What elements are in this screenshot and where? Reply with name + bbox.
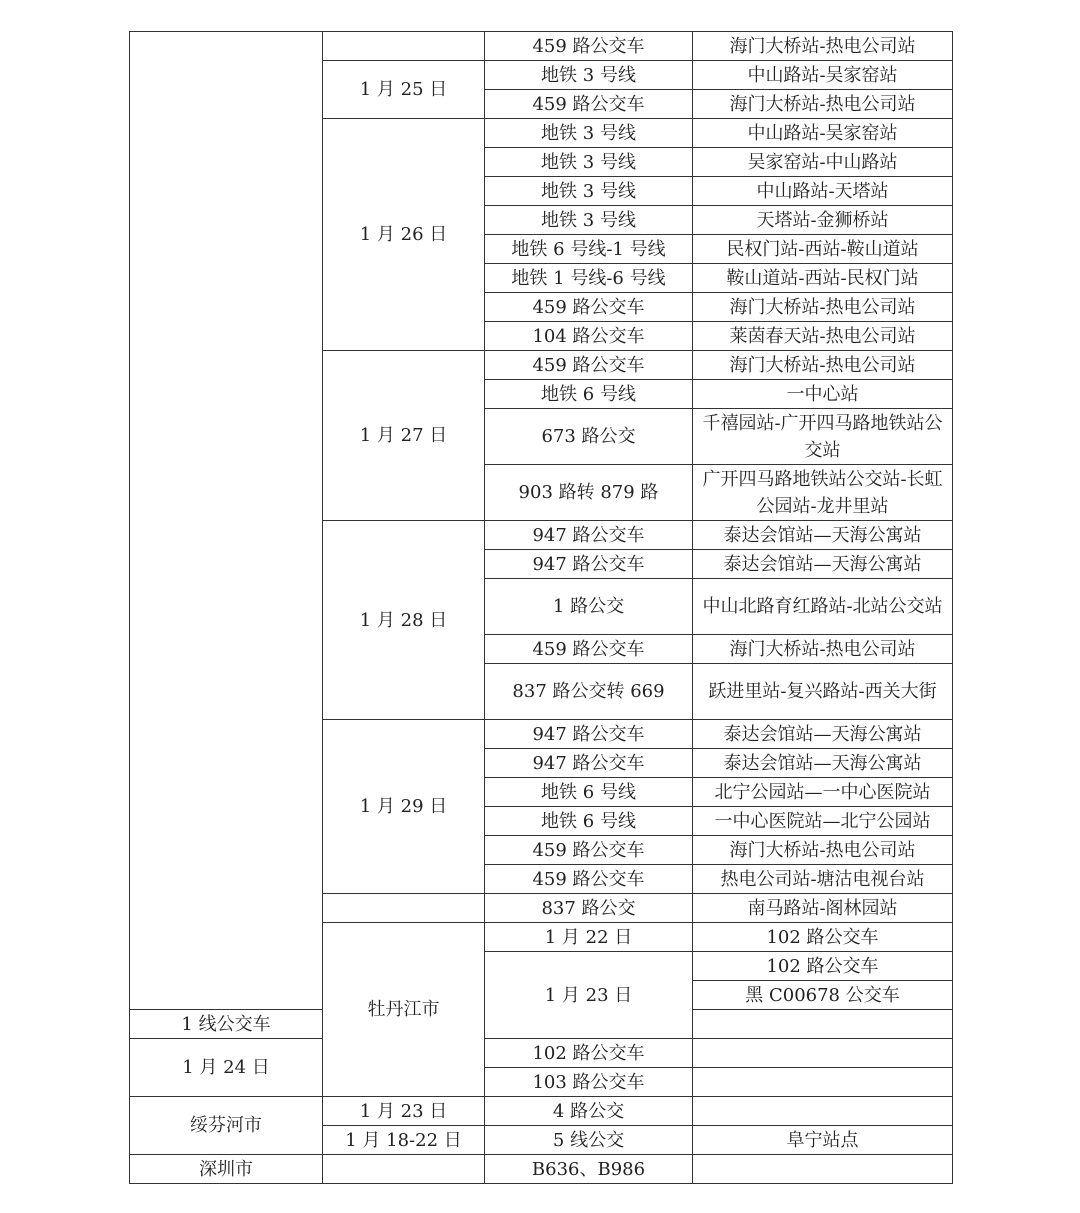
- route-cell: 一中心站: [693, 380, 953, 409]
- line-cell: 459 路公交车: [485, 635, 693, 664]
- date-cell: 1 月 22 日: [485, 923, 693, 952]
- line-cell: 673 路公交: [485, 409, 693, 465]
- line-cell: 4 路公交: [485, 1097, 693, 1126]
- route-cell: 海门大桥站-热电公司站: [693, 836, 953, 865]
- route-cell: 海门大桥站-热电公司站: [693, 293, 953, 322]
- line-cell: 地铁 3 号线: [485, 119, 693, 148]
- table-row: [130, 1097, 953, 1126]
- route-cell: [693, 1039, 953, 1068]
- line-cell: 947 路公交车: [485, 749, 693, 778]
- date-cell: [323, 32, 485, 61]
- line-cell: 102 路公交车: [485, 1039, 693, 1068]
- line-cell: 地铁 6 号线: [485, 380, 693, 409]
- line-cell: 1 路公交: [485, 579, 693, 635]
- line-cell: 459 路公交车: [485, 836, 693, 865]
- city-cell: 深圳市: [130, 1155, 323, 1184]
- line-cell: B636、B986: [485, 1155, 693, 1184]
- date-cell: [323, 894, 485, 923]
- city-cell: 牡丹江市: [323, 923, 485, 1097]
- route-cell: [693, 1097, 953, 1126]
- route-cell: 吴家窑站-中山路站: [693, 148, 953, 177]
- route-cell: 泰达会馆站—天海公寓站: [693, 749, 953, 778]
- line-cell: 地铁 6 号线: [485, 807, 693, 836]
- line-cell: 102 路公交车: [693, 923, 953, 952]
- line-cell: 黑 C00678 公交车: [693, 981, 953, 1010]
- line-cell: 459 路公交车: [485, 293, 693, 322]
- route-cell: [693, 1155, 953, 1184]
- route-cell: 民权门站-西站-鞍山道站: [693, 235, 953, 264]
- route-cell: [693, 1068, 953, 1097]
- route-cell: 天塔站-金狮桥站: [693, 206, 953, 235]
- line-cell: 837 路公交转 669: [485, 664, 693, 720]
- date-cell: 1 月 23 日: [485, 952, 693, 1039]
- line-cell: 地铁 1 号线-6 号线: [485, 264, 693, 293]
- date-cell: 1 月 24 日: [130, 1039, 323, 1097]
- table-row: [130, 32, 953, 61]
- line-cell: 459 路公交车: [485, 90, 693, 119]
- route-cell: 泰达会馆站—天海公寓站: [693, 720, 953, 749]
- line-cell: 903 路转 879 路: [485, 465, 693, 521]
- date-cell: 1 月 27 日: [323, 351, 485, 521]
- route-cell: 阜宁站点: [693, 1126, 953, 1155]
- route-cell: 广开四马路地铁站公交站-长虹公园站-龙井里站: [693, 465, 953, 521]
- line-cell: 459 路公交车: [485, 32, 693, 61]
- route-cell: 一中心医院站—北宁公园站: [693, 807, 953, 836]
- line-cell: 地铁 3 号线: [485, 148, 693, 177]
- route-cell: 中山路站-天塔站: [693, 177, 953, 206]
- line-cell: 104 路公交车: [485, 322, 693, 351]
- city-cell: [130, 32, 323, 1010]
- route-cell: 南马路站-阁林园站: [693, 894, 953, 923]
- transit-table: [129, 31, 953, 1184]
- route-cell: 海门大桥站-热电公司站: [693, 32, 953, 61]
- line-cell: 459 路公交车: [485, 351, 693, 380]
- line-cell: 103 路公交车: [485, 1068, 693, 1097]
- line-cell: 947 路公交车: [485, 720, 693, 749]
- date-cell: 1 月 23 日: [323, 1097, 485, 1126]
- line-cell: 947 路公交车: [485, 550, 693, 579]
- line-cell: 837 路公交: [485, 894, 693, 923]
- date-cell: 1 月 26 日: [323, 119, 485, 351]
- route-cell: 跃进里站-复兴路站-西关大街: [693, 664, 953, 720]
- route-cell: 泰达会馆站—天海公寓站: [693, 521, 953, 550]
- table-row: [130, 1039, 953, 1068]
- route-cell: 中山路站-吴家窑站: [693, 61, 953, 90]
- route-cell: 北宁公园站—一中心医院站: [693, 778, 953, 807]
- city-cell: 绥芬河市: [130, 1097, 323, 1155]
- route-cell: 中山北路育红路站-北站公交站: [693, 579, 953, 635]
- line-cell: 地铁 3 号线: [485, 206, 693, 235]
- date-cell: 1 月 18-22 日: [323, 1126, 485, 1155]
- date-cell: 1 月 25 日: [323, 61, 485, 119]
- line-cell: 地铁 3 号线: [485, 61, 693, 90]
- line-cell: 947 路公交车: [485, 521, 693, 550]
- route-cell: 海门大桥站-热电公司站: [693, 635, 953, 664]
- route-cell: [693, 1010, 953, 1039]
- route-cell: 莱茵春天站-热电公司站: [693, 322, 953, 351]
- table-row: [130, 1155, 953, 1184]
- date-cell: [323, 1155, 485, 1184]
- line-cell: 459 路公交车: [485, 865, 693, 894]
- line-cell: 地铁 6 号线-1 号线: [485, 235, 693, 264]
- line-cell: 102 路公交车: [693, 952, 953, 981]
- date-cell: 1 月 28 日: [323, 521, 485, 720]
- route-cell: 海门大桥站-热电公司站: [693, 351, 953, 380]
- line-cell: 地铁 3 号线: [485, 177, 693, 206]
- line-cell: 地铁 6 号线: [485, 778, 693, 807]
- route-cell: 中山路站-吴家窑站: [693, 119, 953, 148]
- date-cell: 1 月 29 日: [323, 720, 485, 894]
- line-cell: 5 线公交: [485, 1126, 693, 1155]
- route-cell: 千禧园站-广开四马路地铁站公交站: [693, 409, 953, 465]
- route-cell: 鞍山道站-西站-民权门站: [693, 264, 953, 293]
- route-cell: 热电公司站-塘沽电视台站: [693, 865, 953, 894]
- line-cell: 1 线公交车: [130, 1010, 323, 1039]
- route-cell: 泰达会馆站—天海公寓站: [693, 550, 953, 579]
- route-cell: 海门大桥站-热电公司站: [693, 90, 953, 119]
